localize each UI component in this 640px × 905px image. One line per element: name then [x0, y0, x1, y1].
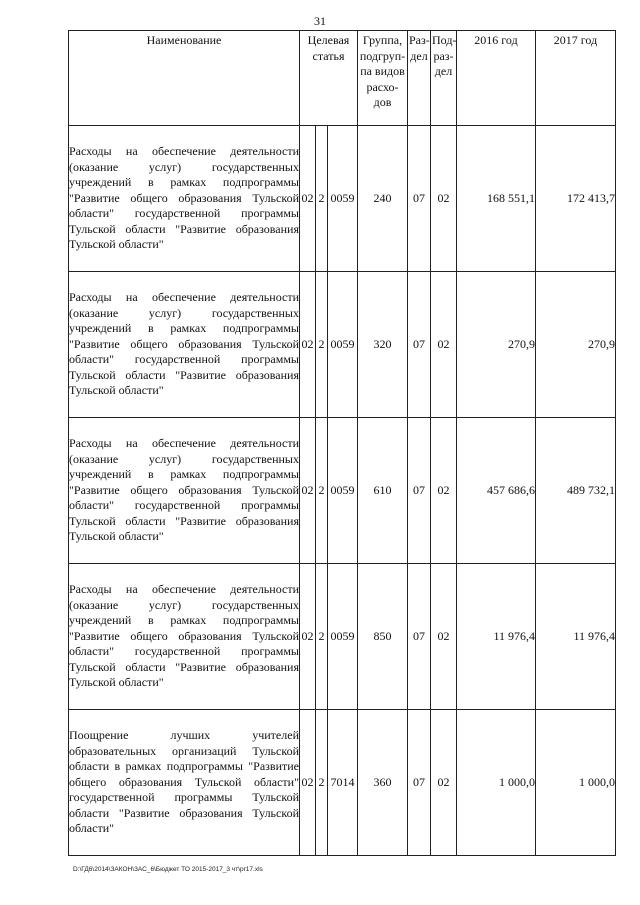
row-name: Расходы на обеспечение деятельности (оказание услуг) государственных учреждений в рамках подпрограммы "Развитие общего образования Тульской области" государственной программы Тульской области "Развитие образования Тульской области" — [69, 272, 300, 418]
row-group: 610 — [358, 418, 408, 564]
row-amount-2016: 11 976,4 — [457, 564, 536, 710]
row-code-direction: 0059 — [328, 272, 358, 418]
row-amount-2017: 1 000,0 — [536, 710, 616, 856]
row-amount-2017: 489 732,1 — [536, 418, 616, 564]
row-group: 320 — [358, 272, 408, 418]
row-name: Поощрение лучших учителей образовательных организаций Тульской области в рамках подпрограммы "Развитие общего образования Тульской области" государственной программы Тульской области "Развитие образования Тульской области" — [69, 710, 300, 856]
row-code-subprogram: 2 — [316, 710, 328, 856]
row-code-program: 02 — [300, 564, 316, 710]
row-name: Расходы на обеспечение деятельности (оказание услуг) государственных учреждений в рамках подпрограммы "Развитие общего образования Тульской области" государственной программы Тульской области "Развитие образования Тульской области" — [69, 126, 300, 272]
row-group: 240 — [358, 126, 408, 272]
header-2017: 2017 год — [536, 31, 616, 126]
row-group: 850 — [358, 564, 408, 710]
row-code-program: 02 — [300, 418, 316, 564]
row-section: 07 — [408, 564, 431, 710]
row-subsection: 02 — [431, 418, 457, 564]
table-row — [69, 272, 616, 418]
row-amount-2017: 172 413,7 — [536, 126, 616, 272]
row-group: 360 — [358, 710, 408, 856]
row-amount-2017: 270,9 — [536, 272, 616, 418]
row-code-program: 02 — [300, 710, 316, 856]
row-amount-2016: 270,9 — [457, 272, 536, 418]
table-row — [69, 710, 616, 856]
row-subsection: 02 — [431, 272, 457, 418]
row-code-direction: 0059 — [328, 418, 358, 564]
row-section: 07 — [408, 418, 431, 564]
row-section: 07 — [408, 710, 431, 856]
row-code-subprogram: 2 — [316, 126, 328, 272]
table-header-row — [69, 31, 616, 126]
row-code-subprogram: 2 — [316, 272, 328, 418]
row-amount-2016: 168 551,1 — [457, 126, 536, 272]
row-name: Расходы на обеспечение деятельности (оказание услуг) государственных учреждений в рамках подпрограммы "Развитие общего образования Тульской области" государственной программы Тульской области "Развитие образования Тульской области" — [69, 418, 300, 564]
row-amount-2017: 11 976,4 — [536, 564, 616, 710]
header-subsection: Под-раз-дел — [431, 31, 457, 126]
row-amount-2016: 457 686,6 — [457, 418, 536, 564]
row-subsection: 02 — [431, 126, 457, 272]
table-row — [69, 418, 616, 564]
row-code-program: 02 — [300, 272, 316, 418]
row-subsection: 02 — [431, 564, 457, 710]
table-row — [69, 126, 616, 272]
header-name: Наименование — [69, 31, 300, 126]
row-section: 07 — [408, 126, 431, 272]
page-number: 31 — [314, 14, 326, 28]
row-code-subprogram: 2 — [316, 564, 328, 710]
row-name: Расходы на обеспечение деятельности (оказание услуг) государственных учреждений в рамках подпрограммы "Развитие общего образования Тульской области" государственной программы Тульской области "Развитие образования Тульской области" — [69, 564, 300, 710]
header-group: Группа, подгруп-па видов расхо-дов — [358, 31, 408, 126]
file-path-footer: D:\ГД6\2014\ЗАКОН\ЗАС_6\Бюджет ТО 2015-2017_3 чт\pr17.xls — [73, 866, 263, 873]
header-target-article: Целевая статья — [300, 31, 358, 126]
row-subsection: 02 — [431, 710, 457, 856]
budget-table — [68, 30, 616, 856]
header-section: Раз-дел — [408, 31, 431, 126]
row-amount-2016: 1 000,0 — [457, 710, 536, 856]
header-2016: 2016 год — [457, 31, 536, 126]
row-code-program: 02 — [300, 126, 316, 272]
row-code-direction: 0059 — [328, 126, 358, 272]
row-code-direction: 0059 — [328, 564, 358, 710]
row-code-direction: 7014 — [328, 710, 358, 856]
table-row — [69, 564, 616, 710]
row-section: 07 — [408, 272, 431, 418]
row-code-subprogram: 2 — [316, 418, 328, 564]
